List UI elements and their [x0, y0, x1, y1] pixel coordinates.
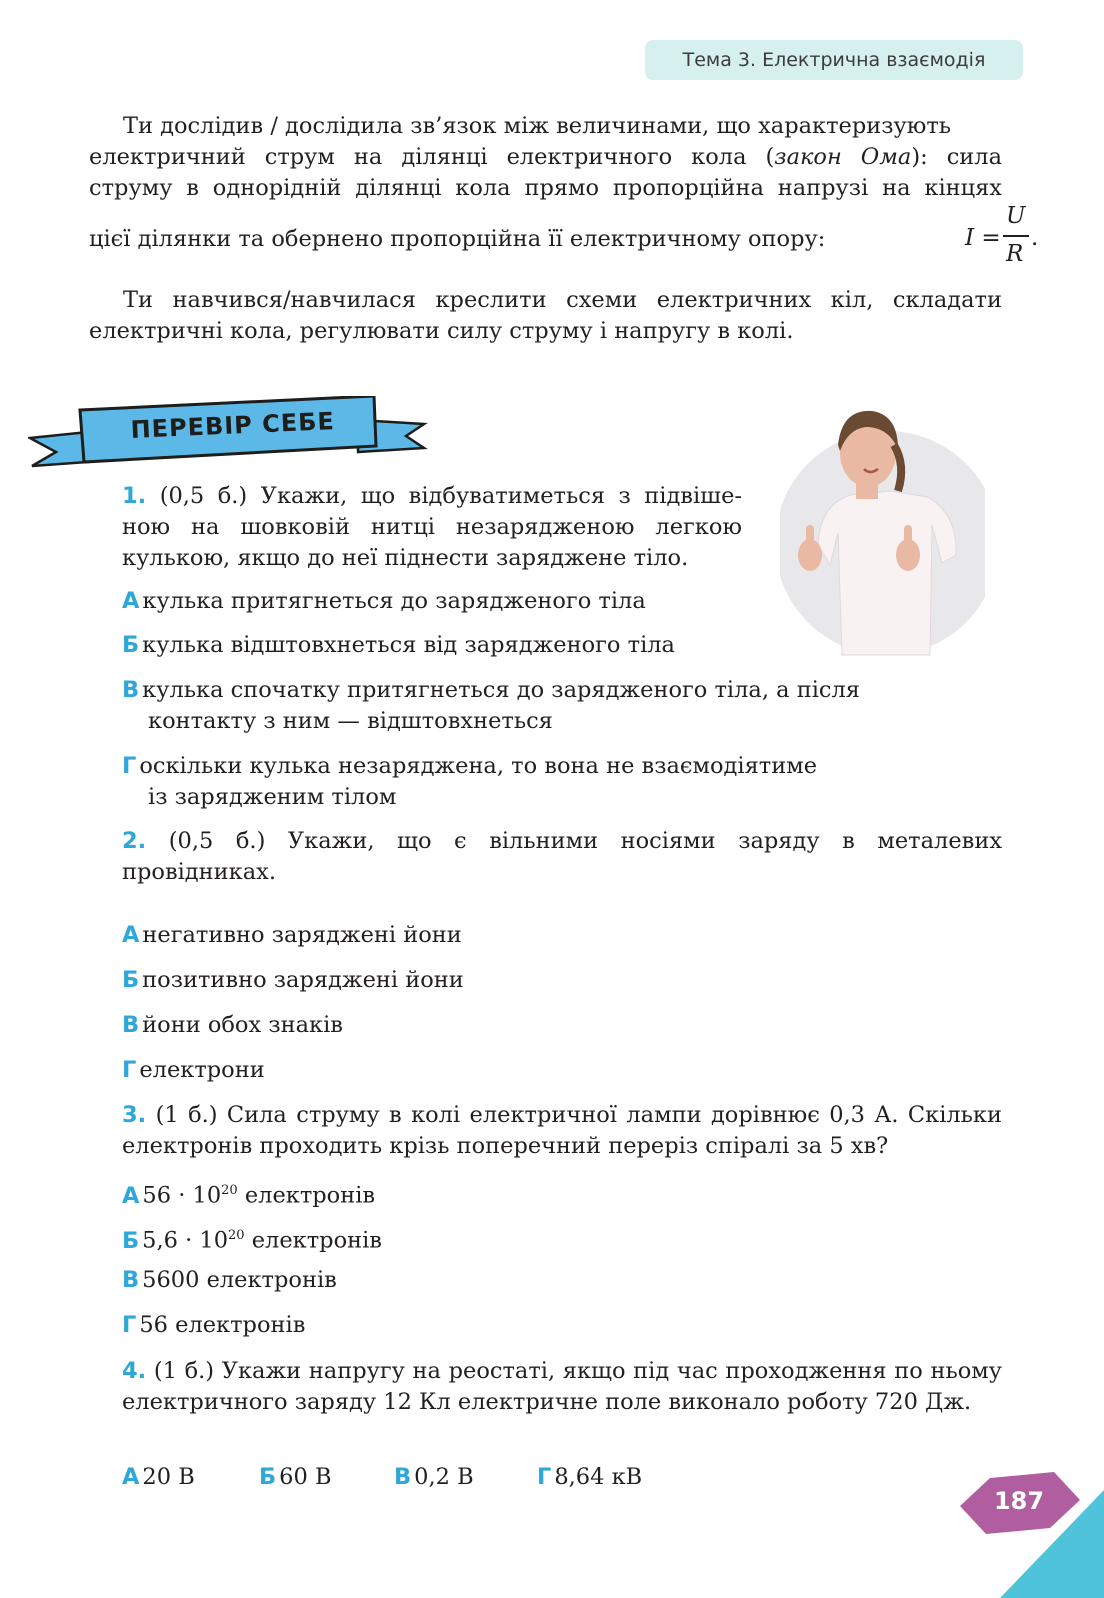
- option-3d: Г 56 електронів: [122, 1312, 306, 1338]
- ohm-law-term: закон Ома: [774, 144, 912, 170]
- option-3c: В 5600 електронів: [122, 1267, 337, 1293]
- option-1c: В кулька спочатку притягнеться до зарядженого тіла, а після контакту з ним — відштовхнеться: [122, 677, 860, 734]
- option-2b: Б позитивно заряджені йони: [122, 967, 464, 993]
- banner-title: ПЕРЕВІР СЕБЕ: [130, 407, 336, 444]
- option-1b: Б кулька відштовхнеться від зарядженого тіла: [122, 632, 675, 658]
- option-3a: А $56 \cdot 10^{20}$ електронів: [122, 1182, 376, 1209]
- option-1d: Г оскільки кулька незаряджена, то вона не взаємодіятиме із зарядженим тілом: [122, 753, 818, 810]
- summary-line: цієї ділянки та обернено пропорційна її електричному опору:: [89, 226, 826, 252]
- option-4c: В 0,2 В: [394, 1464, 474, 1490]
- formula-line: цієї ділянки та обернено пропорційна її електричному опору: I = U R .: [89, 203, 1039, 267]
- question-number: 2.: [122, 828, 147, 854]
- fraction-bar: [1003, 235, 1029, 237]
- option-4d: Г 8,64 кВ: [537, 1464, 643, 1490]
- page-number: 187: [993, 1487, 1045, 1515]
- option-2a: А негативно заряджені йони: [122, 922, 462, 948]
- topic-tab: [645, 40, 1023, 80]
- question-3: 3. (1 б.) Сила струму в колі електричної лампи дорівнює 0,3 А. Скільки електронів проходить крізь поперечний переріз спіралі за 5 хв?: [122, 1102, 1002, 1159]
- question-number: 1.: [122, 483, 147, 509]
- option-2d: Г електрони: [122, 1057, 265, 1083]
- question-number: 4.: [122, 1358, 147, 1384]
- option-3b: Б $5,6 \cdot 10^{20}$ електронів: [122, 1227, 382, 1254]
- question-number: 3.: [122, 1102, 147, 1128]
- question-4: 4. (1 б.) Укажи напругу на реостаті, якщо під час проходження по ньому електричного заряду 12 Кл електричне поле виконало роботу 720 Дж.: [122, 1358, 1002, 1415]
- summary-line: Ти дослідив / дослідила зв’язок між величинами, що характеризують: [123, 113, 952, 139]
- summary-line: електричний струм на ділянці електричного кола (закон Ома): сила: [89, 144, 1003, 170]
- option-4a: А 20 В: [122, 1464, 195, 1490]
- question-1: 1. (0,5 б.) Укажи, що відбуватиметься з підвіше- ною на шовковій нитці незарядженою легкою кулькою, якщо до неї піднести заряджене тіло.: [122, 483, 742, 571]
- summary-paragraph-1: [89, 111, 1002, 204]
- question-2: 2. (0,5 б.) Укажи, що є вільними носіями заряду в металевих провідниках.: [122, 828, 1003, 885]
- option-4b: Б 60 В: [259, 1464, 332, 1490]
- summary-line: струму в однорідній ділянці кола прямо пропорційна напрузі на кінцях: [89, 175, 1002, 201]
- option-2c: В йони обох знаків: [122, 1012, 343, 1038]
- summary-paragraph-2: Ти навчився/навчилася креслити схеми електричних кіл, складати електричні кола, регулювати силу струму і напругу в колі.: [89, 287, 1002, 344]
- option-1a: А кулька притягнеться до зарядженого тіла: [122, 588, 646, 614]
- topic-label: Тема 3. Електрична взаємодія: [682, 49, 986, 71]
- student-photo: [780, 405, 985, 665]
